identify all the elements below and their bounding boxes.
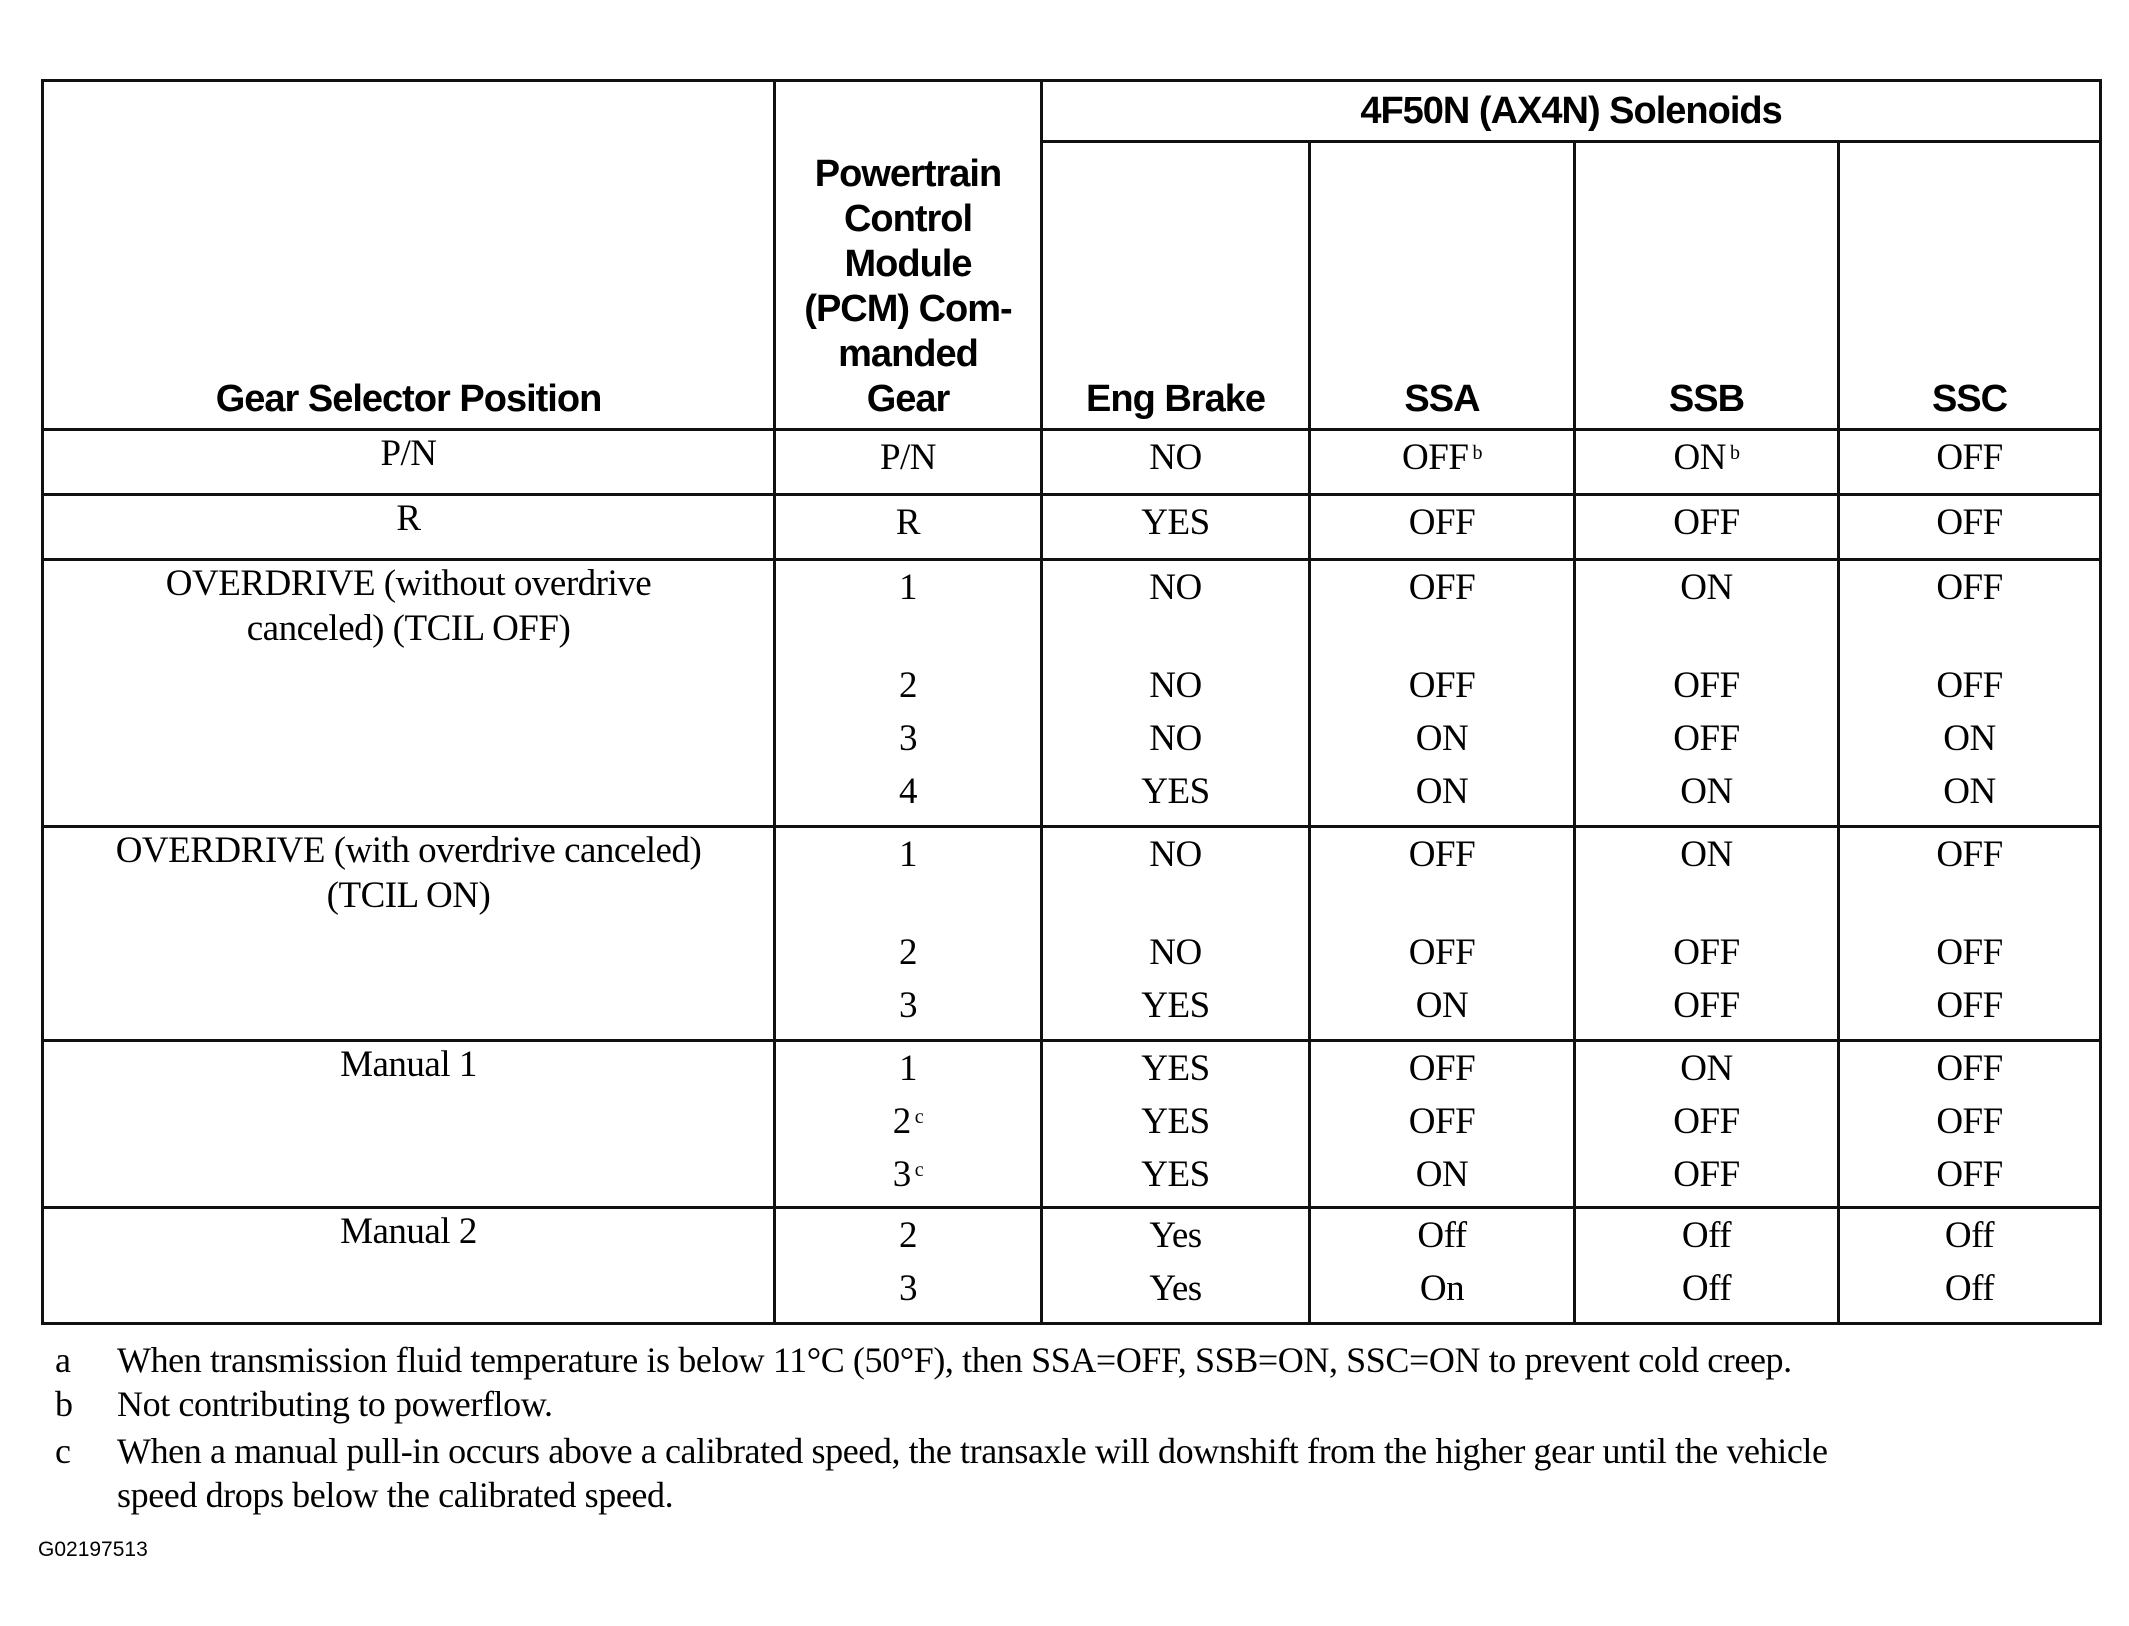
- cell-value: [1576, 765, 1837, 818]
- value-text: OFF: [1673, 718, 1740, 759]
- cell-value: [776, 828, 1040, 881]
- footnote-text: When a manual pull-in occurs above a calibrated speed, the transaxle will downshift from the higher gear until the vehicle: [117, 1431, 1828, 1471]
- eng-brake-cell: [1042, 430, 1310, 495]
- footnote-key: a: [55, 1340, 71, 1380]
- ssa-cell: [1310, 827, 1575, 1041]
- cell-value: [776, 1209, 1040, 1262]
- cell-value: [1576, 926, 1837, 979]
- eng-brake-cell: [1042, 827, 1310, 1041]
- cell-value: [1311, 712, 1573, 765]
- table-row: [43, 827, 2101, 1041]
- cell-value: [1576, 1042, 1837, 1095]
- position-line: OVERDRIVE (with overdrive canceled): [115, 830, 702, 871]
- ssb-cell: [1575, 560, 1839, 827]
- footnote-key: b: [55, 1384, 73, 1424]
- value-text: 2: [899, 932, 917, 973]
- header-line: Module: [844, 243, 972, 285]
- cell-value: [1311, 979, 1573, 1032]
- value-text: Yes: [1149, 1215, 1202, 1256]
- value-text: 3: [892, 1154, 911, 1195]
- table-row: [43, 430, 2101, 495]
- value-text: OFF: [1673, 665, 1740, 706]
- cell-value: [776, 659, 1040, 712]
- cell-value: [1576, 1148, 1837, 1201]
- value-text: OFF: [1936, 1154, 2003, 1195]
- cell-value: [1311, 1095, 1573, 1148]
- value-text: OFF: [1673, 1101, 1740, 1142]
- gear-selector-position-cell: [43, 827, 775, 1041]
- value-text: Off: [1944, 1215, 1995, 1256]
- cell-value: [1840, 1262, 2099, 1315]
- value-text: P/N: [879, 437, 937, 478]
- header-line: manded: [838, 333, 978, 375]
- value-text: OFF: [1402, 437, 1469, 478]
- value-text: OFF: [1936, 665, 2003, 706]
- value-text: OFF: [1936, 567, 2003, 608]
- value-text: 4: [899, 771, 917, 812]
- cell-value: [1043, 1262, 1308, 1315]
- value-text: On: [1419, 1268, 1465, 1309]
- value-text: OFF: [1673, 502, 1740, 543]
- cell-value: [1043, 561, 1308, 614]
- footnote-b: [55, 1382, 553, 1426]
- value-text: YES: [1141, 1048, 1210, 1089]
- ssc-cell: [1839, 1208, 2101, 1324]
- value-text: YES: [1141, 1101, 1210, 1142]
- value-text: ON: [1943, 718, 1996, 759]
- eng-brake-cell: [1042, 1208, 1310, 1324]
- cell-value: [1840, 979, 2099, 1032]
- cell-value: [1840, 1209, 2099, 1262]
- header-line: Control: [843, 198, 973, 240]
- footnote-ref: c: [914, 1106, 924, 1128]
- eng-brake-cell: [1042, 495, 1310, 560]
- cell-value: [1576, 712, 1837, 765]
- cell-value: [1840, 926, 2099, 979]
- cell-value: [1043, 1042, 1308, 1095]
- cell-value: [776, 496, 1040, 549]
- commanded-gear-cell: [775, 827, 1042, 1041]
- value-text: OFF: [1936, 437, 2003, 478]
- value-text: 1: [899, 567, 917, 608]
- value-text: 2: [899, 665, 917, 706]
- value-text: ON: [1415, 771, 1469, 812]
- footnote-ref: b: [1729, 442, 1740, 464]
- cell-value: [776, 926, 1040, 979]
- cell-value: [776, 1262, 1040, 1315]
- ssa-cell: [1310, 560, 1575, 827]
- position-line: P/N: [380, 433, 437, 474]
- value-text: 2: [899, 1215, 917, 1256]
- cell-value: [1840, 431, 2099, 484]
- value-text: OFF: [1936, 1101, 2003, 1142]
- ssc-cell: [1839, 430, 2101, 495]
- ssa-cell: [1310, 495, 1575, 560]
- cell-value: [776, 765, 1040, 818]
- value-text: OFF: [1408, 1048, 1476, 1089]
- value-text: ON: [1673, 437, 1726, 478]
- value-text: OFF: [1936, 1048, 2003, 1089]
- footnote-a: [55, 1338, 1792, 1382]
- cell-value: [1043, 926, 1308, 979]
- footnote-ref: c: [914, 1159, 924, 1181]
- value-text: OFF: [1408, 932, 1476, 973]
- value-text: ON: [1415, 718, 1469, 759]
- value-text: OFF: [1936, 502, 2003, 543]
- value-text: NO: [1149, 437, 1202, 478]
- cell-value: [1043, 659, 1308, 712]
- cell-value: [1311, 431, 1573, 484]
- ssb-cell: [1575, 495, 1839, 560]
- value-text: OFF: [1673, 932, 1740, 973]
- cell-value: [1043, 1148, 1308, 1201]
- footnote-text: speed drops below the calibrated speed.: [117, 1475, 674, 1515]
- cell-value: [1576, 496, 1837, 549]
- cell-value: [1311, 1042, 1573, 1095]
- value-text: ON: [1680, 567, 1733, 608]
- ssa-cell: [1310, 430, 1575, 495]
- ssb-cell: [1575, 827, 1839, 1041]
- value-text: 3: [899, 1268, 917, 1309]
- footnote-ref: b: [1472, 442, 1482, 464]
- commanded-gear-cell: [775, 560, 1042, 827]
- position-line: (TCIL ON): [326, 875, 491, 916]
- eng-brake-cell: [1042, 1041, 1310, 1208]
- value-text: YES: [1141, 1154, 1210, 1195]
- ssc-cell: [1839, 560, 2101, 827]
- value-text: NO: [1149, 834, 1202, 875]
- footnote-text: Not contributing to powerflow.: [117, 1384, 553, 1424]
- value-text: NO: [1149, 567, 1202, 608]
- cell-value: [776, 1148, 1040, 1201]
- ssc-cell: [1839, 1041, 2101, 1208]
- cell-value: [1043, 979, 1308, 1032]
- value-text: Off: [1681, 1268, 1732, 1309]
- cell-value: [1311, 496, 1573, 549]
- cell-value: [776, 1095, 1040, 1148]
- value-text: NO: [1149, 932, 1202, 973]
- value-text: OFF: [1408, 1101, 1476, 1142]
- header-ssc: SSC: [1839, 142, 2101, 430]
- cell-value: [1043, 712, 1308, 765]
- value-text: 2: [892, 1101, 911, 1142]
- value-text: OFF: [1673, 1154, 1740, 1195]
- cell-value: [1043, 765, 1308, 818]
- cell-value: [776, 1042, 1040, 1095]
- gear-selector-position-cell: [43, 495, 775, 560]
- value-text: Yes: [1149, 1268, 1202, 1309]
- ssb-cell: [1575, 1041, 1839, 1208]
- value-text: 1: [899, 834, 917, 875]
- value-text: YES: [1141, 985, 1210, 1026]
- header-solenoids-group: 4F50N (AX4N) Solenoids: [1042, 81, 2101, 142]
- value-text: Off: [1944, 1268, 1995, 1309]
- cell-value: [1840, 828, 2099, 881]
- cell-value: [1576, 828, 1837, 881]
- cell-value: [1311, 765, 1573, 818]
- value-text: NO: [1149, 718, 1202, 759]
- cell-value: [1840, 1095, 2099, 1148]
- value-text: ON: [1415, 985, 1469, 1026]
- cell-value: [1840, 561, 2099, 614]
- cell-value: [1576, 659, 1837, 712]
- cell-value: [1043, 828, 1308, 881]
- value-text: ON: [1680, 1048, 1733, 1089]
- footnote-text: When transmission fluid temperature is below 11°C (50°F), then SSA=OFF, SSB=ON, SSC=ON to prevent cold creep.: [117, 1340, 1792, 1380]
- value-text: 3: [899, 718, 917, 759]
- position-line: canceled) (TCIL OFF): [246, 608, 571, 649]
- cell-value: [1840, 1042, 2099, 1095]
- cell-value: [1576, 1095, 1837, 1148]
- value-text: Off: [1681, 1215, 1732, 1256]
- cell-value: [1311, 828, 1573, 881]
- value-text: 1: [899, 1048, 917, 1089]
- header-line: Gear: [866, 378, 950, 420]
- position-line: Manual 2: [340, 1211, 477, 1252]
- header-ssa: SSA: [1310, 142, 1575, 430]
- table-row: [43, 1208, 2101, 1324]
- header-ssb: SSB: [1575, 142, 1839, 430]
- footnote-key: c: [55, 1431, 71, 1471]
- cell-value: [1840, 712, 2099, 765]
- gear-selector-position-cell: [43, 560, 775, 827]
- ssc-cell: [1839, 827, 2101, 1041]
- ssa-cell: [1310, 1041, 1575, 1208]
- value-text: Off: [1417, 1215, 1467, 1256]
- header-line: Powertrain: [814, 153, 1002, 195]
- value-text: ON: [1680, 771, 1733, 812]
- table-row: [43, 560, 2101, 827]
- value-text: OFF: [1408, 665, 1476, 706]
- eng-brake-cell: [1042, 560, 1310, 827]
- value-text: OFF: [1673, 985, 1740, 1026]
- position-line: OVERDRIVE (without overdrive: [165, 563, 652, 604]
- header-gear-selector-position: Gear Selector Position: [43, 81, 775, 430]
- cell-value: [1311, 1262, 1573, 1315]
- table-row: [43, 495, 2101, 560]
- gear-selector-position-cell: [43, 1041, 775, 1208]
- solenoid-application-table: [41, 79, 2102, 1325]
- table-row: [43, 1041, 2101, 1208]
- figure-code: G02197513: [38, 1538, 148, 1561]
- cell-value: [1840, 1148, 2099, 1201]
- cell-value: [1576, 431, 1837, 484]
- cell-value: [1311, 1209, 1573, 1262]
- value-text: OFF: [1408, 567, 1476, 608]
- position-line: R: [396, 498, 421, 539]
- gear-selector-position-cell: [43, 430, 775, 495]
- table-body: [43, 430, 2101, 1324]
- commanded-gear-cell: [775, 495, 1042, 560]
- cell-value: [1043, 431, 1308, 484]
- value-text: ON: [1943, 771, 1996, 812]
- header-eng-brake: Eng Brake: [1042, 142, 1310, 430]
- header-pcm-commanded-gear: [775, 81, 1042, 430]
- ssb-cell: [1575, 430, 1839, 495]
- value-text: R: [895, 502, 921, 543]
- cell-value: [1043, 1095, 1308, 1148]
- footnote-c: [55, 1429, 1828, 1517]
- commanded-gear-cell: [775, 1208, 1042, 1324]
- cell-value: [1311, 926, 1573, 979]
- cell-value: [776, 431, 1040, 484]
- cell-value: [1840, 496, 2099, 549]
- value-text: YES: [1141, 771, 1210, 812]
- ssa-cell: [1310, 1208, 1575, 1324]
- cell-value: [776, 712, 1040, 765]
- cell-value: [1576, 1209, 1837, 1262]
- position-line: Manual 1: [340, 1044, 477, 1085]
- cell-value: [1043, 496, 1308, 549]
- cell-value: [1043, 1209, 1308, 1262]
- value-text: ON: [1680, 834, 1733, 875]
- cell-value: [776, 561, 1040, 614]
- commanded-gear-cell: [775, 1041, 1042, 1208]
- cell-value: [1311, 1148, 1573, 1201]
- cell-value: [1576, 561, 1837, 614]
- value-text: OFF: [1936, 985, 2003, 1026]
- commanded-gear-cell: [775, 430, 1042, 495]
- value-text: 3: [899, 985, 917, 1026]
- cell-value: [1840, 659, 2099, 712]
- cell-value: [776, 979, 1040, 1032]
- value-text: NO: [1149, 665, 1202, 706]
- value-text: OFF: [1408, 502, 1476, 543]
- value-text: YES: [1141, 502, 1210, 543]
- gear-selector-position-cell: [43, 1208, 775, 1324]
- cell-value: [1576, 979, 1837, 1032]
- value-text: ON: [1415, 1154, 1469, 1195]
- header-line: (PCM) Com-: [804, 288, 1012, 330]
- cell-value: [1840, 765, 2099, 818]
- cell-value: [1576, 1262, 1837, 1315]
- value-text: OFF: [1936, 932, 2003, 973]
- ssc-cell: [1839, 495, 2101, 560]
- cell-value: [1311, 561, 1573, 614]
- value-text: OFF: [1408, 834, 1476, 875]
- ssb-cell: [1575, 1208, 1839, 1324]
- cell-value: [1311, 659, 1573, 712]
- value-text: OFF: [1936, 834, 2003, 875]
